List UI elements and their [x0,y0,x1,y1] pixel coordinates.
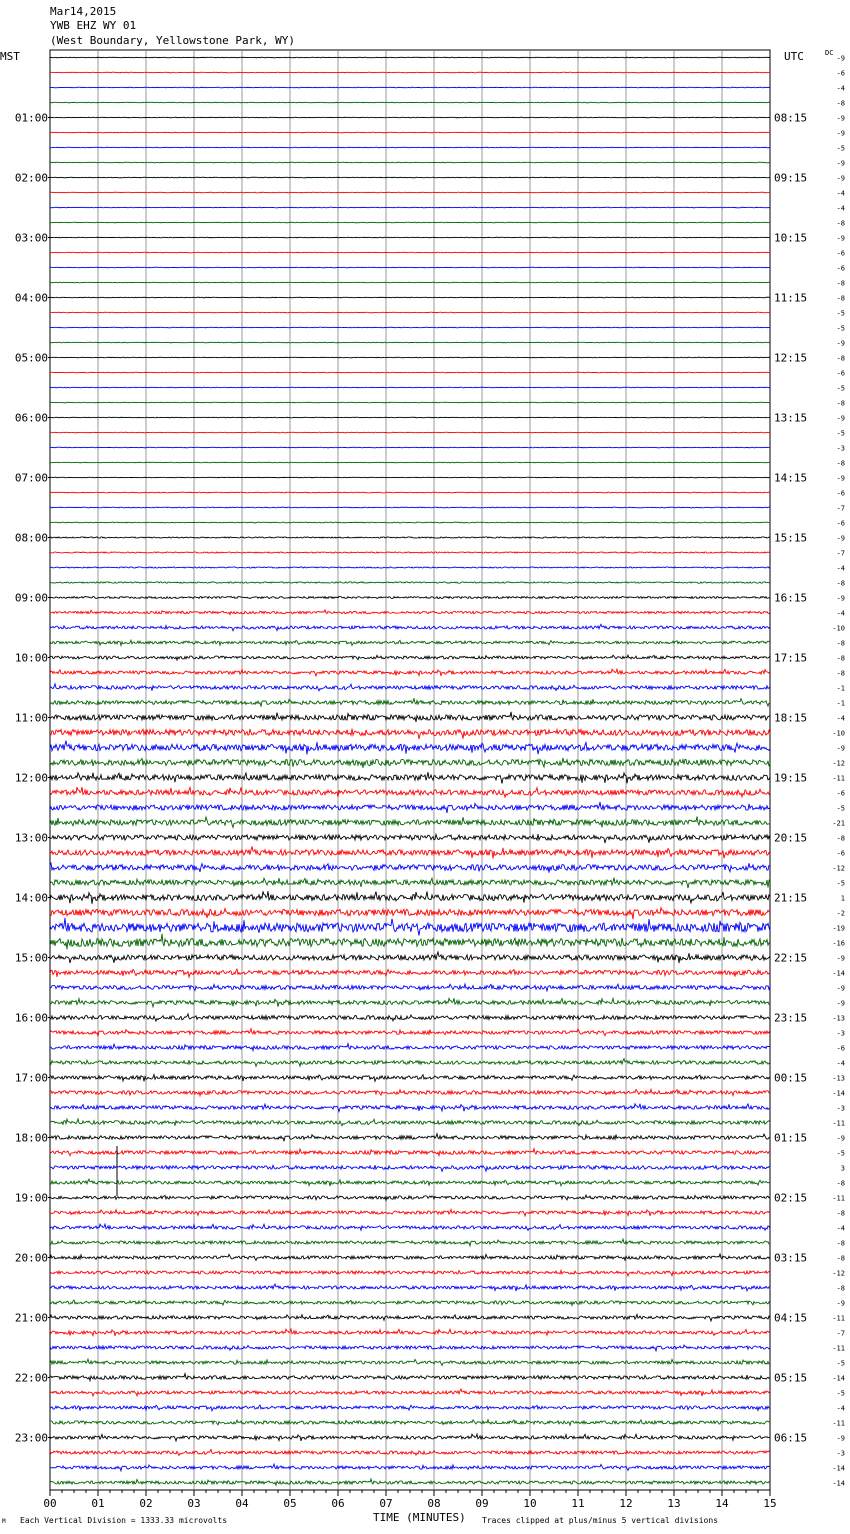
trace-line [50,1104,770,1112]
trace-line [50,669,770,676]
trace-line [50,327,770,328]
trace-line [50,1300,770,1305]
dc-offset-label: -8 [836,834,845,843]
scale-note: Each Vertical Division = 1333.33 microvolts [20,1516,228,1525]
left-hour-label: 07:00 [14,471,48,485]
left-hour-label: 04:00 [14,291,48,305]
trace-line [50,1029,770,1037]
trace-line [50,267,770,268]
dc-offset-label: -4 [836,189,845,198]
right-hour-label: 10:15 [774,231,808,245]
dc-offset-header: DC [825,49,834,57]
dc-offset-label: -8 [836,579,845,588]
left-hour-label: 19:00 [14,1191,48,1205]
right-hour-label: 06:15 [774,1431,808,1445]
dc-offset-label: -9 [836,954,845,963]
left-hour-label: 20:00 [14,1251,48,1265]
left-hour-label: 15:00 [14,951,48,965]
trace-line [50,1329,770,1336]
trace-line [50,1149,770,1156]
dc-offset-label: -9 [836,174,845,183]
dc-offset-label: -8 [836,219,845,228]
trace-line [50,758,770,768]
trace-line [50,1179,770,1186]
dc-offset-label: -8 [836,1239,845,1248]
left-hour-label: 09:00 [14,591,48,605]
trace-line [50,372,770,373]
x-tick-label: 10 [523,1497,537,1510]
trace-line [50,567,770,568]
dc-offset-label: -13 [832,1014,845,1023]
trace-line [50,1165,770,1171]
trace-line [50,357,770,358]
right-hour-label: 20:15 [774,831,808,845]
dc-offset-label: -12 [832,759,845,768]
left-hour-label: 21:00 [14,1311,48,1325]
trace-line [50,1239,770,1246]
right-hour-label: 22:15 [774,951,808,965]
trace-line [50,998,770,1007]
left-hour-label: 02:00 [14,171,48,185]
trace-line [50,1345,770,1351]
x-tick-label: 12 [619,1497,633,1510]
trace-line [50,417,770,418]
trace-line [50,787,770,797]
trace-line [50,282,770,283]
dc-offset-label: -14 [832,1089,845,1098]
dc-offset-label: -3 [836,1104,845,1113]
trace-line [50,1270,770,1276]
dc-offset-label: -7 [836,504,845,513]
dc-offset-label: -9 [836,1299,845,1308]
trace-line [50,312,770,313]
right-hour-label: 09:15 [774,171,808,185]
trace-line [50,610,770,615]
right-hour-label: 14:15 [774,471,808,485]
right-hour-label: 13:15 [774,411,808,425]
dc-offset-label: -10 [832,624,845,633]
trace-line [50,552,770,553]
x-tick-label: 11 [571,1497,585,1510]
chart-date: Mar14,2015 [50,5,117,18]
dc-offset-label: -11 [832,1344,845,1353]
trace-line [50,1209,770,1215]
trace-line [50,1075,770,1082]
left-hour-label: 23:00 [14,1431,48,1445]
right-hour-label: 15:15 [774,531,808,545]
left-hour-label: 22:00 [14,1371,48,1385]
x-tick-label: 00 [43,1497,57,1510]
dc-offset-label: -6 [836,489,845,498]
right-hour-label: 17:15 [774,651,808,665]
dc-offset-label: -9 [836,744,845,753]
right-hour-label: 12:15 [774,351,808,365]
dc-offset-label: -4 [836,1224,845,1233]
dc-offset-label: -2 [836,909,845,918]
trace-line [50,834,770,843]
dc-offset-label: -9 [836,339,845,348]
dc-offset-label: -9 [836,129,845,138]
left-hour-label: 18:00 [14,1131,48,1145]
left-hour-label: 10:00 [14,651,48,665]
x-tick-label: 08 [427,1497,441,1510]
left-hour-label: 06:00 [14,411,48,425]
dc-offset-label: -12 [832,864,845,873]
dc-offset-label: -8 [836,99,845,108]
trace-line [50,1014,770,1021]
dc-offset-label: -3 [836,1449,845,1458]
dc-offset-label: -10 [832,729,845,738]
x-tick-label: 14 [715,1497,729,1510]
x-tick-label: 06 [331,1497,345,1510]
right-hour-label: 16:15 [774,591,808,605]
right-hour-label: 11:15 [774,291,808,305]
dc-offset-label: -8 [836,399,845,408]
trace-line [50,1134,770,1142]
dc-offset-label: -6 [836,264,845,273]
dc-offset-label: -21 [832,819,845,828]
trace-line [50,507,770,508]
left-hour-label: 16:00 [14,1011,48,1025]
trace-line [50,655,770,660]
dc-offset-label: -6 [836,249,845,258]
x-tick-label: 09 [475,1497,489,1510]
dc-offset-label: -4 [836,714,845,723]
dc-offset-label: -5 [836,309,845,318]
dc-offset-label: -9 [836,1134,845,1143]
right-hour-label: 02:15 [774,1191,808,1205]
trace-line [50,252,770,253]
dc-offset-label: -19 [832,924,845,933]
dc-offset-label: -1 [836,684,845,693]
dc-offset-label: -9 [836,534,845,543]
trace-line [50,492,770,493]
dc-offset-label: 1 [840,894,845,903]
left-hour-label: 12:00 [14,771,48,785]
trace-line [50,847,770,859]
x-tick-label: 01 [91,1497,105,1510]
dc-offset-label: -8 [836,654,845,663]
plot-frame [50,50,770,1490]
right-hour-label: 18:15 [774,711,808,725]
right-hour-label: 08:15 [774,111,808,125]
dc-offset-label: -8 [836,294,845,303]
left-hour-label: 01:00 [14,111,48,125]
trace-line [50,1224,770,1230]
dc-offset-label: -7 [836,549,845,558]
dc-offset-label: -9 [836,54,845,63]
trace-line [50,640,770,645]
trace-line [50,342,770,343]
dc-offset-label: -6 [836,849,845,858]
dc-offset-label: -4 [836,204,845,213]
trace-line [50,1359,770,1365]
dc-offset-label: -9 [836,114,845,123]
trace-line [50,712,770,722]
x-tick-label: 13 [667,1497,681,1510]
trace-line [50,984,770,991]
trace-line [50,1089,770,1095]
dc-offset-label: -6 [836,369,845,378]
x-tick-label: 03 [187,1497,201,1510]
trace-line [50,1479,770,1485]
dc-offset-label: -9 [836,594,845,603]
dc-offset-label: -5 [836,1389,845,1398]
dc-offset-label: -14 [832,1464,845,1473]
dc-offset-label: -7 [836,1329,845,1338]
trace-line [50,477,770,478]
dc-offset-label: -9 [836,984,845,993]
chart-station: YWB EHZ WY 01 [50,19,137,32]
trace-line [50,1284,770,1291]
left-hour-label: 14:00 [14,891,48,905]
dc-offset-label: -8 [836,639,845,648]
trace-line [50,147,770,148]
dc-offset-label: -1 [836,699,845,708]
trace-line [50,878,770,889]
dc-offset-label: -8 [836,669,845,678]
dc-offset-label: -5 [836,804,845,813]
trace-line [50,117,770,118]
trace-line [50,908,770,920]
dc-offset-label: -5 [836,324,845,333]
trace-line [50,863,770,872]
trace-line [50,729,770,739]
dc-offset-label: -11 [832,1194,845,1203]
dc-offset-label: -11 [832,774,845,783]
trace-line [50,952,770,963]
dc-offset-label: -14 [832,1374,845,1383]
dc-offset-label: -9 [836,234,845,243]
dc-offset-label: -4 [836,1404,845,1413]
trace-line [50,624,770,630]
trace-line [50,132,770,133]
dc-offset-label: -3 [836,444,845,453]
trace-line [50,1434,770,1441]
right-timezone-label: UTC [784,50,804,63]
dc-offset-label: -4 [836,609,845,618]
dc-offset-label: -8 [836,1284,845,1293]
dc-offset-label: -9 [836,474,845,483]
dc-offset-label: -8 [836,1254,845,1263]
dc-offset-label: -8 [836,1179,845,1188]
trace-line [50,237,770,238]
trace-line [50,816,770,827]
right-hour-label: 05:15 [774,1371,808,1385]
chart-location: (West Boundary, Yellowstone Park, WY) [50,34,296,47]
trace-line [50,1314,770,1320]
trace-line [50,387,770,388]
trace-line [50,222,770,223]
right-hour-label: 19:15 [774,771,808,785]
trace-line [50,432,770,433]
trace-line [50,462,770,463]
trace-line [50,1044,770,1051]
dc-offset-label: -5 [836,144,845,153]
dc-offset-label: -9 [836,159,845,168]
right-hour-label: 04:15 [774,1311,808,1325]
trace-line [50,1450,770,1456]
dc-offset-label: -11 [832,1419,845,1428]
trace-line [50,57,770,58]
trace-line [50,537,770,538]
trace-line [50,522,770,523]
dc-offset-label: -11 [832,1314,845,1323]
left-hour-label: 03:00 [14,231,48,245]
trace-line [50,1420,770,1425]
dc-offset-label: -8 [836,354,845,363]
x-axis-label: TIME (MINUTES) [373,1511,466,1524]
dc-offset-label: -14 [832,1479,845,1488]
dc-offset-label: -3 [836,1029,845,1038]
dc-offset-label: -6 [836,1044,845,1053]
trace-line [50,177,770,178]
trace-line [50,582,770,583]
trace-line [50,969,770,977]
dc-offset-label: -9 [836,414,845,423]
dc-offset-label: -5 [836,1149,845,1158]
trace-line [50,1464,770,1471]
trace-line [50,597,770,599]
trace-line [50,297,770,298]
left-hour-label: 17:00 [14,1071,48,1085]
dc-offset-label: -11 [832,1119,845,1128]
trace-line [50,934,770,950]
dc-offset-label: -5 [836,879,845,888]
dc-offset-label: -9 [836,999,845,1008]
trace-line [50,162,770,163]
trace-line [50,684,770,691]
right-hour-label: 00:15 [774,1071,808,1085]
x-tick-label: 04 [235,1497,249,1510]
dc-offset-label: -13 [832,1074,845,1083]
left-hour-label: 08:00 [14,531,48,545]
corner-mark: M [2,1518,6,1525]
trace-line [50,1195,770,1200]
dc-offset-label: -6 [836,519,845,528]
dc-offset-label: -5 [836,384,845,393]
right-hour-label: 21:15 [774,891,808,905]
trace-line [50,87,770,88]
dc-offset-label: 3 [840,1164,845,1173]
left-hour-label: 11:00 [14,711,48,725]
dc-offset-label: -9 [836,1434,845,1443]
x-tick-label: 02 [139,1497,153,1510]
dc-offset-label: -5 [836,1359,845,1368]
dc-offset-label: -16 [832,939,845,948]
trace-line [50,102,770,103]
trace-line [50,1389,770,1396]
dc-offset-label: -12 [832,1269,845,1278]
x-tick-label: 05 [283,1497,297,1510]
dc-offset-label: -6 [836,789,845,798]
trace-line [50,192,770,193]
right-hour-label: 01:15 [774,1131,808,1145]
dc-offset-label: -4 [836,564,845,573]
trace-line [50,1405,770,1411]
trace-line [50,1119,770,1126]
dc-offset-label: -8 [836,459,845,468]
clip-note: Traces clipped at plus/minus 5 vertical divisions [482,1516,719,1525]
trace-line [50,802,770,813]
x-tick-label: 15 [763,1497,777,1510]
dc-offset-label: -6 [836,69,845,78]
trace-line [50,72,770,73]
right-hour-label: 03:15 [774,1251,808,1265]
trace-line [50,772,770,783]
trace-line [50,1374,770,1381]
trace-line [50,918,770,936]
dc-offset-label: -8 [836,1209,845,1218]
x-tick-label: 07 [379,1497,393,1510]
trace-line [50,741,770,755]
trace-line [50,1059,770,1067]
dc-offset-label: -4 [836,1059,845,1068]
left-timezone-label: MST [0,50,20,63]
trace-line [50,891,770,904]
right-hour-label: 23:15 [774,1011,808,1025]
left-hour-label: 13:00 [14,831,48,845]
trace-line [50,1254,770,1260]
dc-offset-label: -8 [836,279,845,288]
trace-line [50,447,770,448]
left-hour-label: 05:00 [14,351,48,365]
dc-offset-label: -4 [836,84,845,93]
dc-offset-label: -14 [832,969,845,978]
dc-offset-label: -5 [836,429,845,438]
trace-line [50,207,770,208]
trace-line [50,698,770,706]
trace-line [50,402,770,403]
